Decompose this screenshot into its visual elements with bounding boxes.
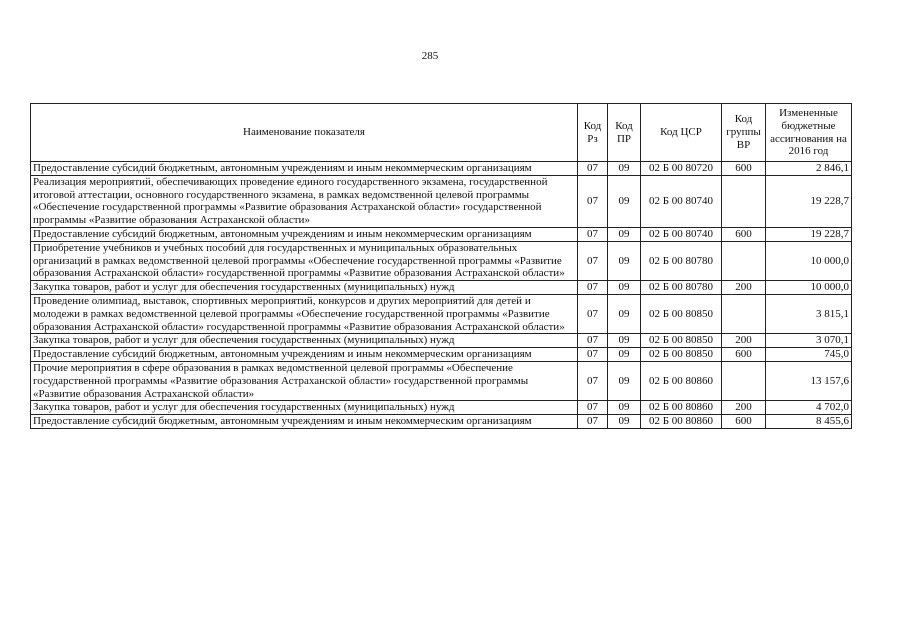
row-rz: 07 <box>578 227 608 241</box>
row-rz: 07 <box>578 241 608 280</box>
row-amount: 19 228,7 <box>766 227 852 241</box>
row-pr: 09 <box>608 334 641 348</box>
row-rz: 07 <box>578 162 608 176</box>
row-pr: 09 <box>608 348 641 362</box>
row-amount: 10 000,0 <box>766 241 852 280</box>
row-rz: 07 <box>578 294 608 333</box>
row-pr: 09 <box>608 227 641 241</box>
row-vr: 600 <box>722 348 766 362</box>
table-row <box>31 175 852 227</box>
row-name: Прочие мероприятия в сфере образования в рамках ведомственной целевой программы «Обеспечение государственной программы «Развитие образования Астраханской области» государственной программы «Развитие образования Астраханской области» <box>31 361 578 400</box>
budget-table <box>30 103 852 429</box>
row-rz: 07 <box>578 415 608 429</box>
row-vr <box>722 241 766 280</box>
row-pr: 09 <box>608 281 641 295</box>
row-csr: 02 Б 00 80740 <box>641 175 722 227</box>
row-csr: 02 Б 00 80720 <box>641 162 722 176</box>
row-amount: 3 815,1 <box>766 294 852 333</box>
row-csr: 02 Б 00 80850 <box>641 348 722 362</box>
row-vr: 200 <box>722 401 766 415</box>
row-vr <box>722 175 766 227</box>
row-pr: 09 <box>608 294 641 333</box>
row-vr: 200 <box>722 334 766 348</box>
row-rz: 07 <box>578 281 608 295</box>
row-rz: 07 <box>578 334 608 348</box>
row-amount: 3 070,1 <box>766 334 852 348</box>
row-amount: 10 000,0 <box>766 281 852 295</box>
row-csr: 02 Б 00 80850 <box>641 294 722 333</box>
row-vr: 600 <box>722 162 766 176</box>
table-header-row <box>31 104 852 162</box>
table-row <box>31 348 852 362</box>
row-name: Закупка товаров, работ и услуг для обеспечения государственных (муниципальных) нужд <box>31 281 578 295</box>
row-rz: 07 <box>578 348 608 362</box>
row-rz: 07 <box>578 401 608 415</box>
row-amount: 745,0 <box>766 348 852 362</box>
row-pr: 09 <box>608 401 641 415</box>
row-vr: 200 <box>722 281 766 295</box>
page-number: 285 <box>421 50 439 62</box>
row-name: Предоставление субсидий бюджетным, автономным учреждениям и иным некоммерческим организациям <box>31 348 578 362</box>
row-name: Предоставление субсидий бюджетным, автономным учреждениям и иным некоммерческим организациям <box>31 415 578 429</box>
row-name: Закупка товаров, работ и услуг для обеспечения государственных (муниципальных) нужд <box>31 401 578 415</box>
row-name: Предоставление субсидий бюджетным, автономным учреждениям и иным некоммерческим организациям <box>31 162 578 176</box>
row-csr: 02 Б 00 80860 <box>641 401 722 415</box>
row-csr: 02 Б 00 80740 <box>641 227 722 241</box>
row-amount: 2 846,1 <box>766 162 852 176</box>
table-row <box>31 294 852 333</box>
row-csr: 02 Б 00 80860 <box>641 361 722 400</box>
row-amount: 19 228,7 <box>766 175 852 227</box>
row-vr <box>722 361 766 400</box>
header-name: Наименование показателя <box>31 104 578 162</box>
row-vr: 600 <box>722 227 766 241</box>
table-row <box>31 401 852 415</box>
header-amount: Измененные бюджетные ассигнования на 2016 год <box>766 104 852 162</box>
row-pr: 09 <box>608 361 641 400</box>
row-pr: 09 <box>608 175 641 227</box>
row-name: Проведение олимпиад, выставок, спортивных мероприятий, конкурсов и других мероприятий для детей и молодежи в рамках ведомственной целевой программы «Обеспечение государственной программы «Развитие образования Астраханской области» государственной программы «Развитие образования Астраханской области» <box>31 294 578 333</box>
row-vr <box>722 294 766 333</box>
table-row <box>31 334 852 348</box>
header-rz: Код Рз <box>578 104 608 162</box>
row-vr: 600 <box>722 415 766 429</box>
row-pr: 09 <box>608 415 641 429</box>
table-row <box>31 227 852 241</box>
table-row <box>31 162 852 176</box>
row-name: Закупка товаров, работ и услуг для обеспечения государственных (муниципальных) нужд <box>31 334 578 348</box>
table-row <box>31 361 852 400</box>
table-row <box>31 281 852 295</box>
header-csr: Код ЦСР <box>641 104 722 162</box>
row-rz: 07 <box>578 361 608 400</box>
header-vr: Код группы ВР <box>722 104 766 162</box>
row-csr: 02 Б 00 80780 <box>641 281 722 295</box>
row-amount: 13 157,6 <box>766 361 852 400</box>
row-csr: 02 Б 00 80780 <box>641 241 722 280</box>
header-pr: Код ПР <box>608 104 641 162</box>
row-csr: 02 Б 00 80860 <box>641 415 722 429</box>
row-rz: 07 <box>578 175 608 227</box>
row-name: Предоставление субсидий бюджетным, автономным учреждениям и иным некоммерческим организациям <box>31 227 578 241</box>
row-pr: 09 <box>608 241 641 280</box>
row-pr: 09 <box>608 162 641 176</box>
row-name: Реализация мероприятий, обеспечивающих проведение единого государственного экзамена, государственной итоговой аттестации, основного государственного экзамена, в рамках ведомственной целевой программы «Обеспечение государственной программы «Развитие образования Астраханской области» государственной программы «Развитие образования Астраханской области» <box>31 175 578 227</box>
row-name: Приобретение учебников и учебных пособий для государственных и муниципальных образовательных организаций в рамках ведомственной целевой программы «Обеспечение государственной программы «Развитие образования Астраханской области» государственной программы «Развитие образования Астраханской области» <box>31 241 578 280</box>
table-row <box>31 241 852 280</box>
row-csr: 02 Б 00 80850 <box>641 334 722 348</box>
table-row <box>31 415 852 429</box>
row-amount: 4 702,0 <box>766 401 852 415</box>
row-amount: 8 455,6 <box>766 415 852 429</box>
